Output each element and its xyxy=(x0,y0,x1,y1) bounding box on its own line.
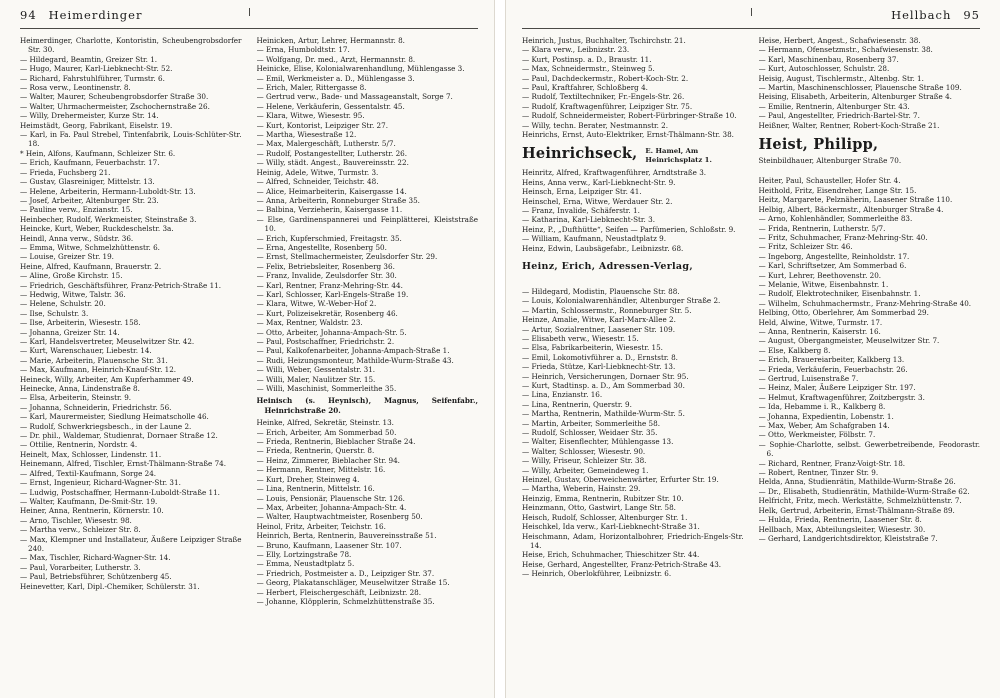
text-columns-left xyxy=(20,36,478,688)
directory-entry: — Willy, städt. Angest., Bauvereinsstr. 22. xyxy=(256,158,409,168)
directory-entry: — Martha, Rentnerin, Mathilde-Wurm-Str. 5. xyxy=(522,409,685,419)
directory-entry: Heinschel, Erna, Witwe, Werdauer Str. 2. xyxy=(522,196,673,206)
directory-entry: — Kurt, Warenschauer, Liebestr. 14. xyxy=(20,346,152,356)
text-columns-right xyxy=(522,36,980,688)
directory-entry: — Ottilie, Rentnerin, Nordstr. 4. xyxy=(20,440,138,450)
directory-entry: — Heinrich, Oberlokführer, Leibnizstr. 6. xyxy=(522,569,672,579)
directory-entry: Heinritz, Alfred, Kraftwagenführer, Arndtstraße 3. xyxy=(522,168,707,178)
directory-entry: — Karl, Maschinenbau, Rosenberg 37. xyxy=(758,54,899,64)
directory-entry: Heise, Gerhard, Angestellter, Franz-Petrich-Straße 43. xyxy=(522,559,722,569)
directory-entry: Heimerdinger, Charlotte, Kontoristin, Scheubengrobsdorfer Str. 30. xyxy=(20,36,242,55)
directory-entry: — Louis, Kolonialwarenhändler, Altenburger Straße 2. xyxy=(522,296,721,306)
directory-entry: — Klara, Witwe, Wiesestr. 95. xyxy=(256,111,365,121)
directory-entry: — Otto, Arbeiter, Johanna-Ampach-Str. 5. xyxy=(256,327,407,337)
directory-entry: Heine, Alfred, Kaufmann, Brauerstr. 2. xyxy=(20,261,162,271)
directory-entry: — Walter, Maurer, Scheubengrobsdorfer Straße 30. xyxy=(20,92,209,102)
directory-entry: — Ida, Hebamme i. R., Kalkberg 8. xyxy=(758,402,886,412)
directory-entry: — Max, Weber, Am Schafgraben 14. xyxy=(758,421,890,431)
directory-entry: — Ernst, Ingenieur, Richard-Wagner-Str. 31. xyxy=(20,478,181,488)
directory-entry: — Johanna, Schneiderin, Friedrichstr. 56. xyxy=(20,402,172,412)
directory-entry: — Franz, Invalide, Schäferstr. 1. xyxy=(522,205,640,215)
directory-entry: — Gertrud, Luisenstraße 7. xyxy=(758,374,859,383)
directory-entry: — Sophie-Charlotte, selbst. Gewerbetreibende, Feodorastr. 6. xyxy=(758,439,980,459)
directory-entry: — Johanna, Greizer Str. 14. xyxy=(20,327,120,337)
directory-entry: — Dr., Elisabeth, Studienrätin, Mathilde-Wurm-Straße 62. xyxy=(758,486,970,496)
directory-entry: — Ludwig, Postschaffner, Hermann-Luboldt-Straße 11. xyxy=(20,487,220,497)
directory-entry: — Willy, Drehermeister, Kurze Str. 14. xyxy=(20,111,159,121)
directory-entry: — Johanna, Expedientin, Lobenstr. 1. xyxy=(758,411,894,421)
directory-entry: — Erich, Brauereiarbeiter, Kalkberg 13. xyxy=(758,355,905,365)
directory-entry: Helfricht, Fritz, mech. Werkstätte, Schmelzhüttenstr. 7. xyxy=(758,496,962,506)
directory-entry: — Friedrich, Postmeister a. D., Leipziger Str. 37. xyxy=(256,568,435,578)
directory-entry: Heißner, Walter, Rentner, Robert-Koch-Straße 21. xyxy=(758,120,940,130)
directory-entry: Heinisch (s. Heynisch), Magnus, Seifenfabr., Heinrichstraße 20. xyxy=(256,396,478,415)
directory-entry: — Helene, Schulstr. 20. xyxy=(20,299,106,309)
directory-entry: — Karl, Schriftsetzer, Am Sommerbad 6. xyxy=(758,261,907,271)
directory-entry: — Hugo, Maurer, Karl-Liebknecht-Str. 52. xyxy=(20,64,173,74)
directory-entry: Helda, Anna, Studienrätin, Mathilde-Wurm-Straße 26. xyxy=(758,477,956,487)
directory-entry: Heindl, Anna verw., Südstr. 36. xyxy=(20,233,134,243)
directory-entry: — Richard, Rentner, Franz-Voigt-Str. 18. xyxy=(758,458,906,468)
directory-entry: — Frieda, Verkäuferin, Feuerbachstr. 26. xyxy=(758,364,908,374)
directory-entry: — Rudolf, Postangestellter, Lutherstr. 26. xyxy=(256,148,408,158)
display-heading-name: Heist, Philipp, xyxy=(758,136,879,154)
directory-entry: Heinzig, Emma, Rentnerin, Rubitzer Str. 10. xyxy=(522,493,684,503)
running-title-left: Heimerdinger xyxy=(48,8,143,22)
directory-entry: — Karl, Rentner, Franz-Mehring-Str. 44. xyxy=(256,280,403,290)
display-heading-detail: E. Hamel, Am Heinrichsplatz 1. xyxy=(645,147,712,164)
directory-entry: — Willi, Weber, Gessentalstr. 31. xyxy=(256,365,376,375)
directory-entry: — Rudolf, Schlosser, Weidaer Str. 35. xyxy=(522,428,658,438)
page-left xyxy=(0,0,494,698)
directory-entry: — Fritz, Schuhmacher, Franz-Mehring-Str. 40. xyxy=(758,232,928,242)
directory-entry: Helk, Gertrud, Arbeiterin, Ernst-Thälmann-Straße 89. xyxy=(758,505,955,515)
directory-entry: — Kurt, Stadtinsp. a. D., Am Sommerbad 30. xyxy=(522,381,685,390)
directory-entry: — Hildegard, Beamtin, Greizer Str. 1. xyxy=(20,54,158,64)
directory-entry: — Felix, Betriebsleiter, Rosenberg 36. xyxy=(256,261,395,271)
directory-entry: — Friedrich, Geschäftsführer, Franz-Petrich-Straße 11. xyxy=(20,280,222,290)
directory-entry: — Rudolf, Kraftwagenführer, Leipziger Str. 75. xyxy=(522,101,693,111)
directory-entry: — Else, Kalkberg 8. xyxy=(758,345,831,355)
directory-entry: — Else, Gardinenspannerei und Feinplätterei, Kleiststraße 10. xyxy=(256,214,478,234)
directory-entry: — Alfred, Schneider, Teichstr. 48. xyxy=(256,177,379,187)
directory-entry: — Willy, techn. Berater, Nestmannstr. 2. xyxy=(522,120,669,130)
display-heading xyxy=(759,137,981,152)
directory-entry: — Frieda, Fuchsberg 21. xyxy=(20,167,111,177)
directory-entry: — Ingeborg, Angestellte, Reinholdstr. 17. xyxy=(758,251,910,261)
directory-entry: Heins, Anna verw., Karl-Liebknecht-Str. 9. xyxy=(522,177,676,187)
directory-entry: Heimstädt, Georg, Fabrikant, Eiselstr. 19. xyxy=(20,120,173,130)
directory-entry: — Walter, Hauptwachtmeister, Rosenberg 50. xyxy=(256,512,423,522)
text-column-1 xyxy=(20,36,242,688)
directory-entry: — Anna, Arbeiterin, Ronneburger Straße 35. xyxy=(256,195,420,205)
directory-entry: — Heinrich, Versicherungen, Dornaer Str. 95. xyxy=(522,371,689,381)
directory-entry: Heinicke, Elise, Kolonialwarenhandlung, Mühlengasse 3. xyxy=(256,64,465,74)
directory-entry: — Karl, in Fa. Paul Strebel, Tintenfabrik, Louis-Schlüter-Str. 18. xyxy=(20,130,242,149)
directory-entry: — Johanne, Klöpplerin, Schmelzhüttenstraße 35. xyxy=(256,596,435,606)
directory-entry: — Frieda, Rentnerin, Querstr. 8. xyxy=(256,446,375,456)
directory-entry: Heinrich, Berta, Rentnerin, Bauvereinsstraße 51. xyxy=(256,531,437,541)
directory-entry: Heinig, Adele, Witwe, Turmstr. 3. xyxy=(256,167,379,177)
directory-entry: — Emil, Werkmeister a. D., Mühlengasse 3. xyxy=(256,73,415,83)
display-heading xyxy=(522,146,744,164)
directory-entry: — Aline, Große Kirchstr. 15. xyxy=(20,271,123,281)
directory-entry: — Erna, Humboldtstr. 17. xyxy=(256,45,350,55)
directory-entry: Held, Alwine, Witwe, Turmstr. 17. xyxy=(758,317,883,327)
directory-entry: — Robert, Rentner, Tinzer Str. 9. xyxy=(758,468,879,478)
directory-entry: Heinze, Amalie, Witwe, Karl-Marx-Allee 2. xyxy=(522,315,676,325)
directory-entry: Heinicken, Artur, Lehrer, Hermannstr. 8. xyxy=(256,36,405,45)
directory-entry: — Alfred, Textil-Kaufmann, Sorge 24. xyxy=(20,468,157,478)
directory-entry: — Kurt, Dreher, Steinweg 4. xyxy=(256,474,360,484)
directory-entry: — Kurt, Kontorist, Leipziger Str. 27. xyxy=(256,120,388,130)
directory-entry: — Otto, Werkmeister, Fölbstr. 7. xyxy=(758,430,876,440)
directory-entry: — Frieda, Rentnerin, Bieblacher Straße 24. xyxy=(256,437,416,447)
directory-entry: — Louis, Pensionär, Plauensche Str. 126. xyxy=(256,493,405,503)
directory-entry: — Heinz, Zimmerer, Bieblacher Str. 94. xyxy=(256,455,400,465)
text-column-3 xyxy=(522,36,744,688)
directory-entry: — Marie, Arbeiterin, Plauensche Str. 31. xyxy=(20,355,168,365)
directory-entry: Heinrichs, Ernst, Auto-Elektriker, Ernst-Thälmann-Str. 38. xyxy=(522,130,734,140)
directory-entry: Heise, Erich, Schuhmacher, Thieschitzer Str. 44. xyxy=(522,550,700,560)
directory-entry: — Paul, Kalkofenarbeiter, Johanna-Ampach-Straße 1. xyxy=(256,346,450,356)
directory-entry: — Klara, Witwe, W.-Weber-Hof 2. xyxy=(256,299,377,309)
directory-entry: — Ilse, Arbeiterin, Wiesestr. 158. xyxy=(20,318,141,328)
directory-entry: Heincke, Kurt, Weber, Ruckdeschelstr. 3a. xyxy=(20,224,174,234)
directory-entry: Heinbecher, Rudolf, Werkmeister, Steinstraße 3. xyxy=(20,214,197,224)
directory-entry: — Gustav, Glasreiniger, Mittelstr. 13. xyxy=(20,177,155,187)
directory-entry: Heinz, P., „Dufthütte“, Seifen — Parfümerien, Schloßstr. 9. xyxy=(522,224,736,234)
directory-entry: — Paul, Betriebsführer, Schützenberg 45. xyxy=(20,572,172,582)
directory-entry: — Martin, Maschinenschlosser, Plauensche Straße 109. xyxy=(758,83,962,93)
directory-entry: — William, Kaufmann, Neustadtplatz 9. xyxy=(522,234,666,244)
directory-entry: — Emma, Neustadtplatz 5. xyxy=(256,559,355,569)
directory-entry: — Fritz, Schleizer Str. 46. xyxy=(758,242,853,252)
directory-entry: — Hedwig, Witwe, Talstr. 36. xyxy=(20,289,126,299)
directory-entry: — Paul, Vorarbeiter, Lutherstr. 3. xyxy=(20,562,141,572)
directory-entry: — Willy, Arbeiter, Gemeindeweg 1. xyxy=(522,465,649,475)
directory-entry: — Max, Malergeschäft, Lutherstr. 5/7. xyxy=(256,139,396,149)
directory-entry: — Helene, Arbeiterin, Hermann-Luboldt-Str. 13. xyxy=(20,186,196,196)
directory-entry: Heinz, Edwin, Laubsägefabr., Leibnizstr. 68. xyxy=(522,243,684,253)
directory-entry: — Elly, Lortzingstraße 78. xyxy=(256,549,352,559)
display-heading-name: Heinrichseck, xyxy=(522,145,638,163)
directory-entry: — Emil, Lokomotivführer a. D., Ernststr. 8. xyxy=(522,352,678,362)
directory-entry: — Walter, Kaufmann, De-Smit-Str. 19. xyxy=(20,496,158,506)
directory-entry: Heischkel, Ida verw., Karl-Liebknecht-Straße 31. xyxy=(522,522,700,532)
directory-entry: — Paul, Dachdeckermstr., Robert-Koch-Str. 2. xyxy=(522,73,689,83)
directory-entry: — Max, Kaufmann, Heinrich-Knauf-Str. 12. xyxy=(20,365,177,375)
directory-entry: — Melanie, Witwe, Eisenbahnstr. 1. xyxy=(758,279,889,289)
directory-entry: — Ilse, Schulstr. 3. xyxy=(20,308,89,318)
directory-entry: Heinsch, Erna, Leipziger Str. 41. xyxy=(522,187,642,197)
directory-entry: Heinke, Alfred, Sekretär, Steinstr. 13. xyxy=(256,418,394,428)
page-right xyxy=(506,0,1000,698)
directory-entry: Heineck, Willy, Arbeiter, Am Kupferhammer 49. xyxy=(20,374,194,384)
directory-entry: — Rudolf, Textiltechniker, Fr.-Engels-Str. 26. xyxy=(522,92,685,102)
directory-entry: — Wilhelm, Schuhmachermstr., Franz-Mehring-Straße 40. xyxy=(758,298,972,308)
directory-entry: Heinz, Erich, Adressen-Verlag, xyxy=(522,260,693,272)
directory-entry: — Bruno, Kaufmann, Laasener Str. 107. xyxy=(256,540,402,550)
directory-entry: — Hermann, Rentner, Mittelstr. 16. xyxy=(256,465,386,475)
directory-entry: — Alice, Heimarbeiterin, Kaisergasse 14. xyxy=(256,186,407,196)
directory-entry: — Arno, Tischler, Wiesestr. 98. xyxy=(20,515,132,525)
directory-entry: — Max, Rentner, Waldstr. 23. xyxy=(256,318,363,328)
directory-entry: — Helene, Verkäuferin, Gessentalstr. 45. xyxy=(256,101,405,111)
directory-entry: — Martin, Arbeiter, Sommerleithe 58. xyxy=(522,418,660,428)
spacer xyxy=(522,276,744,287)
directory-entry: Heitz, Margarete, Pelznäherin, Laasener Straße 110. xyxy=(758,195,953,205)
directory-entry: — Max, Arbeiter, Johanna-Ampach-Str. 4. xyxy=(256,502,407,512)
directory-entry: — Kurt, Postinsp. a. D., Braustr. 11. xyxy=(522,54,652,64)
directory-entry: — Louise, Greizer Str. 19. xyxy=(20,252,114,262)
directory-entry: — Georg, Plakatanschläger, Meuselwitzer Straße 15. xyxy=(256,578,450,588)
directory-entry: Heischmann, Adam, Horizontalbohrer, Friedrich-Engels-Str. 14. xyxy=(522,531,744,550)
directory-entry: — Erna, Angestellte, Rosenberg 50. xyxy=(256,242,387,252)
directory-entry: — Hermann, Ofensetzmstr., Schafwiesenstr. 38. xyxy=(758,45,933,55)
directory-entry: — Hulda, Frieda, Rentnerin, Laasener Str. 8. xyxy=(758,515,922,525)
directory-entry: — Martha, Wiesestraße 12. xyxy=(256,130,357,140)
header-rule-right xyxy=(522,28,980,29)
directory-entry: — Rudolf, Schwerkriegsbesch., in der Laune 2. xyxy=(20,421,192,431)
directory-entry: — Emilie, Rentnerin, Altenburger Str. 43. xyxy=(758,101,910,111)
directory-entry: — Hildegard, Modistin, Plauensche Str. 88. xyxy=(522,286,680,296)
directory-entry: Heisig, August, Tischlermstr., Altenbg. Str. 1. xyxy=(758,73,924,83)
center-tick-left xyxy=(249,8,250,16)
directory-entry: — Karl, Schlosser, Karl-Engels-Straße 19. xyxy=(256,289,409,299)
directory-entry: Heinecke, Anna, Lindenstraße 8. xyxy=(20,384,140,394)
directory-entry: — Kurt, Polizeisekretär, Rosenberg 46. xyxy=(256,308,398,318)
directory-entry: Heising, Elisabeth, Arbeiterin, Altenburger Straße 4. xyxy=(758,92,952,102)
directory-entry: — Karl, Handelsvertreter, Meuselwitzer Str. 42. xyxy=(20,337,195,346)
directory-entry: Heinelt, Max, Schlosser, Lindenstr. 11. xyxy=(20,449,162,459)
directory-entry: — Rosa verw., Leontinenstr. 8. xyxy=(20,83,131,93)
directory-entry: — Klara verw., Leibnizstr. 23. xyxy=(522,45,630,55)
directory-entry: Heise, Herbert, Angest., Schafwiesenstr. 38. xyxy=(758,36,921,45)
directory-entry: — Wolfgang, Dr. med., Arzt, Hermannstr. 8. xyxy=(256,54,416,64)
header-rule-left xyxy=(20,28,478,29)
directory-entry: — Artur, Sozialrentner, Laasener Str. 109. xyxy=(522,324,675,334)
directory-entry: — Pauline verw., Enzianstr. 15. xyxy=(20,205,133,215)
spacer xyxy=(759,165,981,176)
directory-entry: — Lina, Rentnerin, Mittelstr. 16. xyxy=(256,484,375,494)
directory-entry: — Paul, Postschaffner, Friedrichstr. 2. xyxy=(256,337,395,346)
directory-entry: — Erich, Kaufmann, Feuerbachstr. 17. xyxy=(20,158,160,168)
directory-entry: — Ernst, Stellmachermeister, Zeulsdorfer Str. 29. xyxy=(256,252,438,262)
directory-entry: — Kurt, Lehrer, Beethovenstr. 20. xyxy=(758,270,882,280)
directory-entry: — Rudolf, Schneidermeister, Robert-Fürbringer-Straße 10. xyxy=(522,111,737,121)
directory-entry: — August, Obergangmeister, Meuselwitzer Str. 7. xyxy=(758,336,940,346)
directory-entry: — Katharina, Karl-Liebknecht-Str. 3. xyxy=(522,215,655,225)
directory-entry: — Erich, Arbeiter, Am Sommerbad 50. xyxy=(256,427,397,437)
directory-entry: — Balbina, Verzieherin, Kaisergasse 11. xyxy=(256,205,403,215)
page-gutter xyxy=(494,0,506,698)
directory-entry: — Martin, Schlossermstr., Ronneburger Str. 5. xyxy=(522,305,692,315)
directory-entry: — Franz, Invalide, Zeulsdorfer Str. 30. xyxy=(256,271,397,281)
directory-entry: Heithold, Fritz, Eisendreher, Lange Str. 15. xyxy=(758,185,917,195)
directory-entry: — Erich, Kupferschmied, Freitagstr. 35. xyxy=(256,233,402,243)
directory-entry: — Gertrud verw., Bade- und Massageanstalt, Sorge 7. xyxy=(256,92,453,102)
directory-entry: — Walter, Schlosser, Wiesestr. 90. xyxy=(522,446,646,456)
directory-entry: — Walter, Eisenflechter, Mühlengasse 13. xyxy=(522,437,674,447)
directory-entry: — Josef, Arbeiter, Altenburger Str. 23. xyxy=(20,195,159,205)
directory-entry: Steinbildhauer, Altenburger Straße 70. xyxy=(758,156,902,166)
directory-entry: — Martha, Weberin, Hainstr. 29. xyxy=(522,484,641,494)
directory-entry: — Elsa, Fabrikarbeiterin, Wiesestr. 15. xyxy=(522,343,663,353)
directory-entry: Heinemann, Alfred, Tischler, Ernst-Thälmann-Straße 74. xyxy=(20,459,227,469)
directory-entry: Heinevetter, Karl, Dipl.-Chemiker, Schülerstr. 31. xyxy=(20,581,200,591)
directory-entry: — Paul, Kraftfahrer, Schloßberg 4. xyxy=(522,83,648,93)
directory-entry: — Herbert, Fleischergeschäft, Leibnizstr. 28. xyxy=(256,587,422,597)
directory-entry: — Arno, Kohlenhändler, Sommerleithe 83. xyxy=(758,214,913,224)
directory-entry: Heiter, Paul, Schausteller, Hofer Str. 4. xyxy=(758,176,901,186)
directory-entry: Helbig, Albert, Bäckermstr., Altenburger Straße 4. xyxy=(758,204,944,214)
directory-entry: — Walter, Uhrmachermeister, Zschochernstraße 26. xyxy=(20,101,210,111)
directory-entry: Heisch, Rudolf, Schlosser, Altenburger Str. 1. xyxy=(522,512,688,522)
directory-entry: — Lina, Enzianstr. 16. xyxy=(522,390,603,400)
directory-entry: — Paul, Angestellter, Friedrich-Bartel-Str. 7. xyxy=(758,111,920,121)
directory-entry: — Willy, Friseur, Schleizer Str. 38. xyxy=(522,456,647,466)
page-number-right: 95 xyxy=(963,8,980,22)
directory-entry: — Lina, Rentnerin, Querstr. 9. xyxy=(522,399,632,409)
directory-entry: — Martha verw., Schleizer Str. 8. xyxy=(20,525,141,535)
directory-entry: — Max, Klempner und Installateur, Äußere Leipziger Straße 240. xyxy=(20,534,242,553)
directory-entry: — Dr. phil., Waldemar, Studienrat, Dornaer Straße 12. xyxy=(20,431,218,441)
directory-entry: — Anna, Rentnerin, Kaiserstr. 16. xyxy=(758,326,881,336)
directory-entry: Heinzmann, Otto, Gastwirt, Lange Str. 58. xyxy=(522,503,676,513)
center-tick-right xyxy=(751,8,752,16)
text-column-2 xyxy=(257,36,479,688)
directory-entry: — Richard, Fahrstuhlführer, Turmstr. 6. xyxy=(20,73,165,83)
directory-entry: — Helmut, Kraftwagenführer, Zoitzbergstr. 3. xyxy=(758,392,925,402)
directory-entry: Heinrich, Justus, Buchhalter, Tschirchstr. 21. xyxy=(522,36,686,45)
text-column-4 xyxy=(759,36,981,688)
directory-entry: — Rudi, Heizungsmonteur, Mathilde-Wurm-Straße 43. xyxy=(256,355,454,365)
directory-entry: — Willi, Maschinist, Sommerleithe 35. xyxy=(256,384,397,394)
directory-entry: — Elsa, Arbeiterin, Steinstr. 9. xyxy=(20,393,132,403)
directory-entry: — Rudolf, Elektrotechniker, Eisenbahnstr. 1. xyxy=(758,289,921,299)
page-number-left: 94 xyxy=(20,8,37,22)
directory-entry: — Erich, Maler, Rittergasse 8. xyxy=(256,83,367,93)
directory-entry: * Hein, Alfons, Kaufmann, Schleizer Str. 6. xyxy=(20,148,176,158)
directory-entry: Heinzel, Gustav, Oberweichenwärter, Erfurter Str. 19. xyxy=(522,475,719,485)
directory-entry: — Max, Tischler, Richard-Wagner-Str. 14. xyxy=(20,553,171,563)
directory-entry: — Frida, Rentnerin, Lutherstr. 5/7. xyxy=(758,223,886,233)
directory-entry: — Kurt, Autoschlosser, Schulstr. 28. xyxy=(758,64,890,74)
directory-entry: — Frieda, Stütze, Karl-Liebknecht-Str. 13. xyxy=(522,362,676,372)
directory-entry: — Karl, Maurermeister, Siedlung Heimatscholle 46. xyxy=(20,412,209,422)
directory-entry: Hellbach, Max, Abteilungsleiter, Wiesestr. 30. xyxy=(758,524,926,534)
directory-entry: — Gerhard, Landgerichtsdirektor, Kleiststraße 7. xyxy=(758,533,938,543)
directory-entry: — Heinz, Maler, Äußere Leipziger Str. 197. xyxy=(758,383,916,393)
directory-entry: Helbing, Otto, Oberlehrer, Am Sommerbad 29. xyxy=(758,308,929,318)
directory-entry: Heiner, Anna, Rentnerin, Körnerstr. 10. xyxy=(20,506,164,516)
directory-entry: — Max, Schneidermstr., Steinweg 5. xyxy=(522,64,655,74)
directory-entry: — Emma, Witwe, Schmelzhüttenstr. 6. xyxy=(20,242,160,252)
directory-entry: — Willi, Maler, Naulitzer Str. 15. xyxy=(256,374,376,384)
directory-entry: — Elisabeth verw., Wiesestr. 15. xyxy=(522,333,639,343)
directory-entry: Heinol, Fritz, Arbeiter, Teichstr. 16. xyxy=(256,521,386,531)
running-title-right: Hellbach xyxy=(891,8,952,22)
